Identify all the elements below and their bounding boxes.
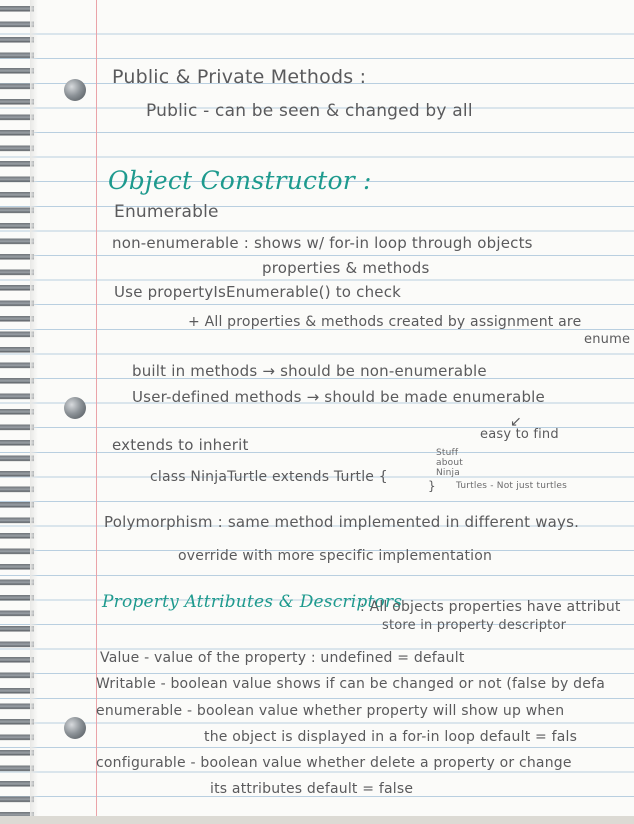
binding-shadow (30, 0, 38, 824)
value-note: Value - value of the property : undefined = default (100, 650, 465, 666)
down-left-arrow-icon: ↙ (510, 414, 522, 430)
property-attributes-heading: Property Attributes & Descriptors (102, 592, 403, 612)
public-note: Public - can be seen & changed by all (146, 101, 473, 121)
public-private-heading: Public & Private Methods : (112, 66, 367, 88)
configurable-note: configurable - boolean value whether delete a property or change (96, 755, 572, 771)
use-check-note: Use propertyIsEnumerable() to check (114, 283, 402, 301)
punch-hole-middle (64, 397, 86, 419)
writable-note: Writable - boolean value shows if can be changed or not (false by defa (96, 676, 605, 692)
all-properties-note: + All properties & methods created by assignment are (188, 314, 582, 330)
property-attributes-desc-cont: store in property descriptor (382, 618, 567, 633)
object-constructor-heading: Object Constructor : (108, 166, 372, 195)
non-enumerable-note: non-enumerable : shows w/ for-in loop through objects (112, 234, 533, 252)
non-enumerable-note-cont: properties & methods (262, 259, 430, 277)
page-bottom-edge (0, 816, 634, 824)
brace-close: } (428, 479, 436, 493)
built-in-note: built in methods → should be non-enumerable (132, 362, 487, 380)
punch-hole-bottom (64, 717, 86, 739)
turtles-note: Turtles - Not just turtles (456, 481, 568, 491)
configurable-note-cont: its attributes default = false (210, 781, 414, 797)
property-attributes-desc: : All objects properties have attribut (360, 599, 621, 615)
all-properties-note-cont: enume (584, 332, 631, 347)
spiral-binding (0, 0, 34, 824)
extends-note: extends to inherit (112, 436, 249, 454)
class-example: class NinjaTurtle extends Turtle { (150, 469, 388, 485)
enumerable-attr-note-cont: the object is displayed in a for-in loop default = fals (204, 729, 578, 745)
margin-line (96, 0, 97, 824)
override-note: override with more specific implementation (178, 548, 493, 564)
enumerable-term: Enumerable (114, 202, 219, 222)
user-defined-note: User-defined methods → should be made enumerable (132, 388, 545, 406)
polymorphism-note: Polymorphism : same method implemented in different ways. (104, 513, 580, 531)
easy-to-find-note: easy to find (480, 427, 559, 442)
stuff-about-ninja-note: Stuff about Ninja (436, 448, 463, 478)
enumerable-attr-note: enumerable - boolean value whether property will show up when (96, 703, 565, 719)
punch-hole-top (64, 79, 86, 101)
